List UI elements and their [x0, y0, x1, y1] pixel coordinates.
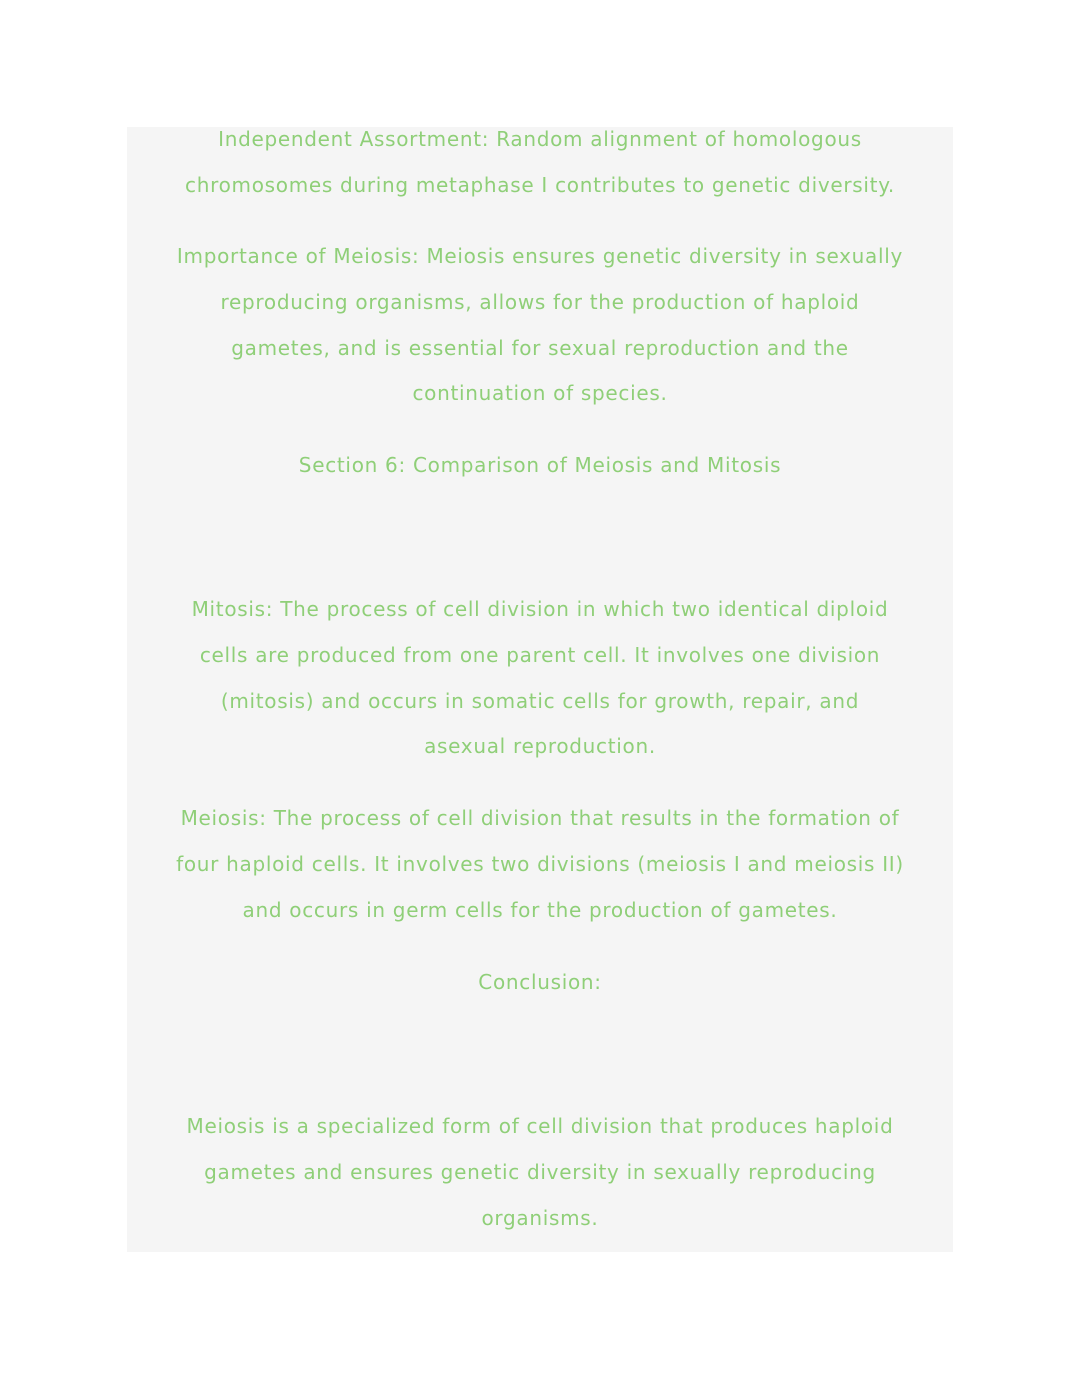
text-line: Meiosis is a specialized form of cell division that produces haploid [186, 1114, 894, 1138]
text-line: and occurs in germ cells for the production of gametes. [242, 897, 838, 922]
paragraph-conclusion [127, 1104, 953, 1241]
paragraph-independent-assortment [127, 117, 953, 209]
text-line: Independent Assortment: Random alignment of homologous [218, 127, 862, 151]
text-line: chromosomes during metaphase I contributes to genetic diversity. [185, 172, 895, 197]
document-panel [127, 127, 953, 1252]
text-line: gametes, and is essential for sexual reproduction and the [231, 335, 849, 360]
text-line: four haploid cells. It involves two divisions (meiosis I and meiosis II) [176, 851, 904, 876]
paragraph-meiosis [127, 796, 953, 933]
text-line: gametes and ensures genetic diversity in sexually reproducing [204, 1159, 876, 1184]
text-line: asexual reproduction. [424, 734, 656, 759]
text-line: Importance of Meiosis: Meiosis ensures genetic diversity in sexually [176, 244, 904, 268]
text-line: organisms. [481, 1205, 599, 1230]
text-line: cells are produced from one parent cell. It involves one division [199, 642, 881, 667]
text-line: continuation of species. [412, 381, 668, 406]
text-line: Mitosis: The process of cell division in which two identical diploid [191, 597, 889, 621]
text-line: (mitosis) and occurs in somatic cells for growth, repair, and [220, 688, 860, 713]
conclusion-heading: Conclusion: [478, 970, 602, 994]
section-heading: Section 6: Comparison of Meiosis and Mitosis [298, 453, 782, 477]
paragraph-mitosis [127, 587, 953, 770]
paragraph-importance-of-meiosis [127, 234, 953, 417]
text-line: reproducing organisms, allows for the production of haploid [220, 289, 860, 314]
text-line: Meiosis: The process of cell division that results in the formation of [180, 806, 900, 830]
